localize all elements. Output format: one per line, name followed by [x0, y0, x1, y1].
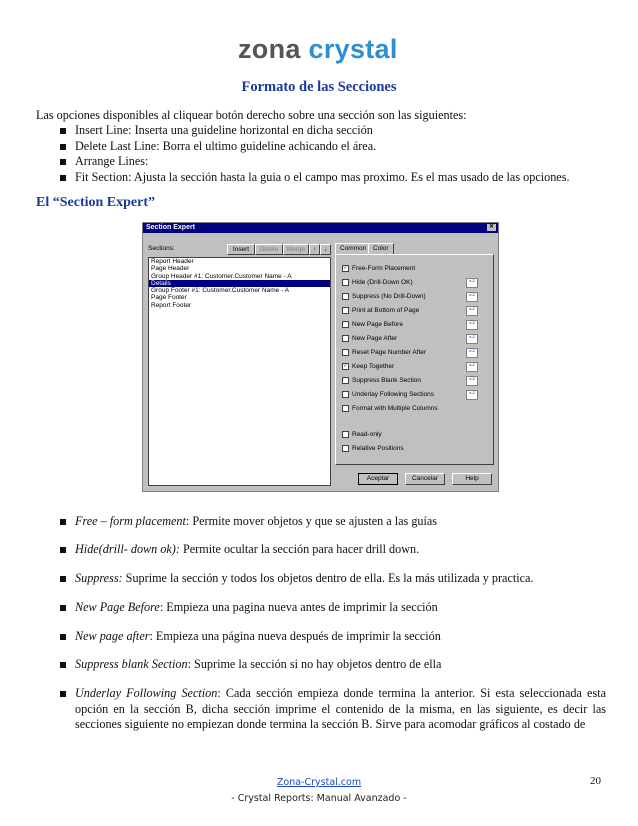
list-item[interactable]: Report Footer — [151, 301, 192, 309]
tab-color[interactable]: Color — [368, 243, 394, 254]
checkbox[interactable] — [342, 377, 349, 384]
option-new-page-after[interactable]: New Page After — [342, 334, 397, 343]
options-list — [58, 123, 570, 185]
checkbox-checked[interactable]: ✓ — [343, 362, 348, 369]
list-item[interactable]: Page Footer — [151, 294, 187, 302]
list-item[interactable]: Report Header — [151, 258, 194, 265]
bullet-icon — [60, 691, 66, 697]
list-item-selected[interactable]: Details — [149, 280, 330, 287]
list-item: New page after: Empieza una página nueva después de imprimir la sección — [58, 629, 606, 645]
formula-icon[interactable]: x-2 — [466, 292, 478, 302]
page-title: Formato de las Secciones — [241, 79, 397, 95]
option-suppress[interactable]: Suppress (No Drill-Down) — [342, 292, 426, 301]
formula-icon[interactable]: x-2 — [466, 390, 478, 400]
option-hide[interactable]: Hide (Drill-Down OK) — [342, 278, 413, 287]
formula-icon[interactable]: x-2 — [466, 278, 478, 288]
list-item: Delete Last Line: Borra el ultimo guideline achicando el área. — [58, 139, 570, 155]
cancel-button[interactable]: Cancelar — [405, 473, 445, 485]
formula-icon[interactable]: x-2 — [466, 320, 478, 330]
zona-crystal-logo — [238, 34, 398, 65]
footer-link[interactable]: Zona-Crystal.com — [276, 777, 362, 788]
list-item: Arrange Lines: — [58, 154, 570, 170]
bullet-icon — [60, 519, 66, 525]
bullet-icon — [60, 576, 66, 582]
option-new-page-before[interactable]: New Page Before — [342, 320, 403, 329]
option-suppress-blank[interactable]: Suppress Blank Section — [342, 376, 421, 385]
move-down-button[interactable]: ↓ — [320, 244, 331, 255]
option-read-only[interactable]: Read-only — [342, 430, 382, 439]
sections-list — [148, 257, 331, 486]
sections-label: Sections: — [148, 245, 175, 252]
checkbox[interactable] — [342, 279, 349, 286]
checkbox[interactable] — [342, 321, 349, 328]
option-relative-positions[interactable]: Relative Positions — [342, 444, 404, 453]
list-item[interactable]: Group Footer #1: Customer.Customer Name - A — [151, 287, 289, 295]
delete-button[interactable]: Delete — [255, 244, 283, 255]
logo-crystal: crystal — [308, 34, 398, 64]
section-expert-dialog — [142, 222, 499, 492]
list-item: Suppress blank Section: Suprime la sección si no hay objetos dentro de ella — [58, 657, 606, 673]
insert-button[interactable]: Insert — [227, 244, 255, 255]
list-item: Fit Section: Ajusta la sección hasta la guia o el campo mas proximo. Es el mas usado de las opciones. — [58, 170, 570, 186]
formula-icon[interactable]: x-2 — [466, 334, 478, 344]
help-button[interactable]: Help — [452, 473, 492, 485]
bullet-icon — [60, 128, 66, 134]
checkbox[interactable] — [342, 293, 349, 300]
bullet-icon — [60, 159, 66, 165]
list-item: Underlay Following Section: Cada sección empieza donde termina la anterior. Si esta seleccionada esta opción en la sección B, dicha sección imprime el contenido de la misma, en las siguiente, es decir las secciones siguiente no empiezan donde termina la sección B. Sirve para acomodar gráficos al costado de — [58, 686, 606, 733]
checkbox[interactable] — [342, 445, 349, 452]
checkbox-checked[interactable]: ✓ — [343, 264, 348, 271]
option-keep-together[interactable]: ✓ Keep Together — [343, 362, 395, 370]
list-item: Insert Line: Inserta una guideline horizontal en dicha sección — [58, 123, 570, 139]
checkbox[interactable] — [342, 349, 349, 356]
checkbox[interactable] — [342, 335, 349, 342]
list-item[interactable]: Group Header #1: Customer.Customer Name - A — [151, 272, 292, 280]
list-item: Hide(drill- down ok): Permite ocultar la sección para hacer drill down. — [58, 542, 606, 558]
move-up-button[interactable]: ↑ — [309, 244, 320, 255]
dialog-title: Section Expert — [146, 224, 196, 231]
list-item[interactable]: Page Header — [151, 265, 190, 273]
bullet-icon — [60, 175, 66, 181]
bullet-icon — [60, 662, 66, 668]
merge-button[interactable]: Merge — [283, 244, 309, 255]
option-print-bottom[interactable]: Print at Bottom of Page — [342, 306, 419, 315]
formula-icon[interactable]: x-2 — [466, 376, 478, 386]
options-panel — [335, 254, 494, 465]
checkbox[interactable] — [342, 307, 349, 314]
bullet-icon — [60, 634, 66, 640]
option-reset-page[interactable]: Reset Page Number After — [342, 348, 426, 357]
formula-icon[interactable]: x-2 — [466, 306, 478, 316]
formula-icon[interactable]: x-2 — [466, 362, 478, 372]
accept-button[interactable]: Aceptar — [358, 473, 398, 485]
dialog-title-bar — [143, 223, 498, 233]
footer-text: - Crystal Reports: Manual Avanzado - — [231, 793, 407, 804]
intro-text: Las opciones disponibles al cliquear botón derecho sobre una sección son las siguientes: — [36, 108, 467, 122]
page-number: 20 — [590, 775, 601, 787]
option-underlay[interactable]: Underlay Following Sections — [342, 390, 434, 399]
bullet-icon — [60, 605, 66, 611]
option-free-form[interactable]: ✓ Free-Form Placement — [343, 264, 416, 272]
list-item: Free – form placement: Permite mover objetos y que se ajusten a las guías — [58, 514, 606, 530]
formula-icon[interactable]: x-2 — [466, 348, 478, 358]
checkbox[interactable] — [342, 391, 349, 398]
list-item: New Page Before: Empieza una pagina nueva antes de imprimir la sección — [58, 600, 606, 616]
bullet-icon — [60, 144, 66, 150]
checkbox[interactable] — [342, 405, 349, 412]
tab-common[interactable]: Common — [335, 243, 371, 254]
section-heading: El “Section Expert” — [36, 195, 155, 210]
bullet-icon — [60, 547, 66, 553]
checkbox[interactable] — [342, 431, 349, 438]
close-icon[interactable]: ✕ — [488, 224, 495, 230]
option-multiple-columns[interactable]: Format with Multiple Columns — [342, 404, 438, 413]
logo-zona: zona — [238, 34, 301, 64]
list-item: Suppress: Suprime la sección y todos los objetos dentro de ella. Es la más utilizada y practica. — [58, 571, 606, 587]
